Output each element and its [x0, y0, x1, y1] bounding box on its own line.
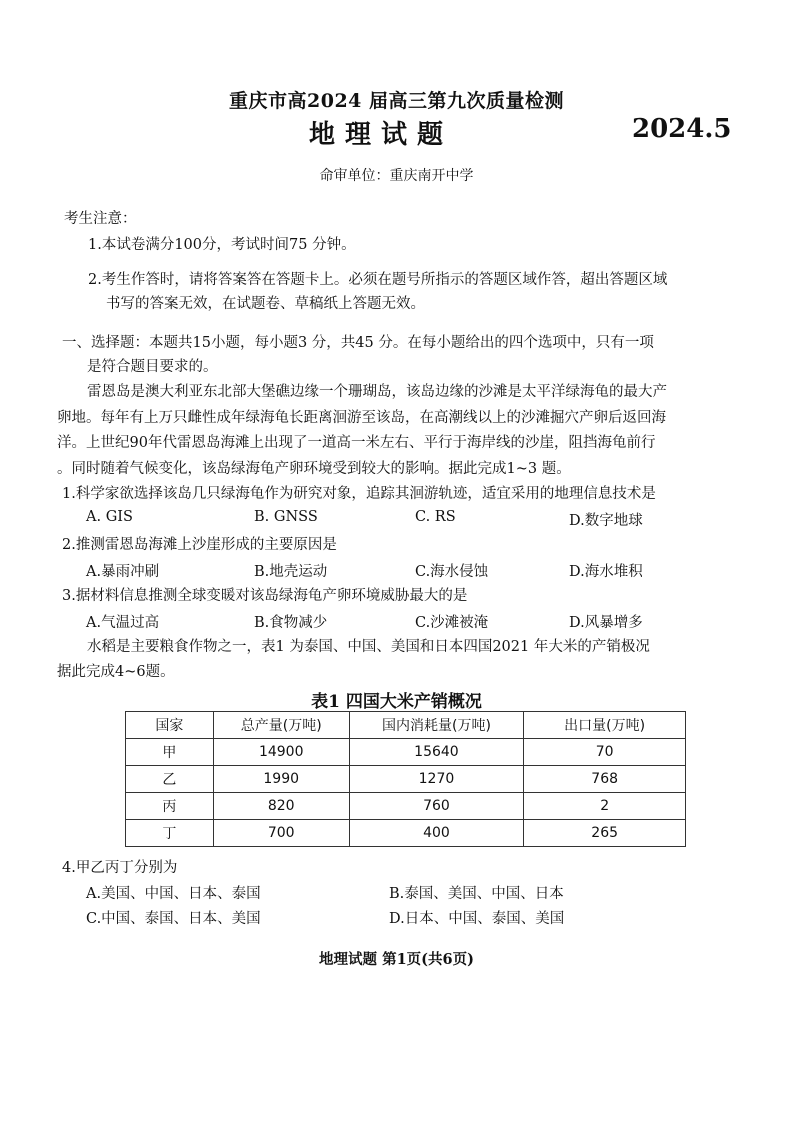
table-cell: 768 [524, 766, 686, 793]
exam-subject-title: 地理试题 [309, 120, 454, 150]
question-1-option-b: B. GNSS [254, 509, 318, 525]
table-row [126, 820, 686, 847]
section-heading-line2: 是符合题目要求的。 [87, 359, 218, 375]
table-cell: 400 [349, 820, 524, 847]
question-4-option-d: D.日本、中国、泰国、美国 [389, 911, 565, 927]
table-row [126, 766, 686, 793]
table-cell: 1990 [213, 766, 349, 793]
table-cell: 2 [524, 793, 686, 820]
table-cell: 1270 [349, 766, 524, 793]
table-header-cell: 国内消耗量(万吨) [349, 712, 524, 739]
passage1-line4: 。同时随着气候变化，该岛绿海龟产卵环境受到较大的影响。据此完成1~3 题。 [57, 461, 571, 477]
table-header-cell: 总产量(万吨) [213, 712, 349, 739]
table-header-cell: 出口量(万吨) [524, 712, 686, 739]
notice-item-1: 1.本试卷满分100分，考试时间75 分钟。 [88, 237, 356, 253]
exam-title-line1: 重庆市高2024 届高三第九次质量检测 [229, 90, 564, 112]
question-3-option-a: A.气温过高 [86, 615, 160, 631]
table-cell: 760 [349, 793, 524, 820]
table-header-row [126, 712, 686, 739]
question-4-option-b: B.泰国、美国、中国、日本 [389, 886, 564, 902]
table-cell: 700 [213, 820, 349, 847]
question-4-option-c: C.中国、泰国、日本、美国 [86, 911, 261, 927]
question-3-option-b: B.食物减少 [254, 615, 328, 631]
table-row [126, 739, 686, 766]
page-footer: 地理试题 第1页(共6页) [319, 951, 474, 968]
notice-heading: 考生注意： [64, 211, 137, 227]
question-4-option-a: A.美国、中国、日本、泰国 [86, 886, 261, 902]
table-cell: 820 [213, 793, 349, 820]
question-2-option-b: B.地壳运动 [254, 564, 328, 580]
question-3-option-c: C.沙滩被淹 [415, 615, 489, 631]
question-1-option-a: A. GIS [86, 509, 133, 525]
question-2-stem: 2.推测雷恩岛海滩上沙崖形成的主要原因是 [62, 537, 337, 553]
table-cell: 丙 [126, 793, 214, 820]
passage1-line3: 洋。上世纪90年代雷恩岛海滩上出现了一道高一米左右、平行于海岸线的沙崖，阻挡海龟前行 [57, 435, 656, 451]
passage1-line2: 卵地。每年有上万只雌性成年绿海龟长距离洄游至该岛，在高潮线以上的沙滩掘穴产卵后返回海 [57, 410, 666, 426]
rice-production-table [125, 711, 686, 847]
table-cell: 265 [524, 820, 686, 847]
exam-date: 2024.5 [632, 114, 732, 144]
table-row [126, 793, 686, 820]
question-3-stem: 3.据材料信息推测全球变暖对该岛绿海龟产卵环境威胁最大的是 [62, 588, 468, 604]
table-cell: 丁 [126, 820, 214, 847]
notice-item-2-line1: 2.考生作答时，请将答案答在答题卡上。必须在题号所指示的答题区域作答，超出答题区域 [88, 272, 668, 288]
table-cell: 14900 [213, 739, 349, 766]
exam-unit: 命审单位：重庆南开中学 [319, 168, 474, 184]
table-header-cell: 国家 [126, 712, 214, 739]
passage2-line1: 水稻是主要粮食作物之一，表1 为泰国、中国、美国和日本四国2021 年大米的产销极况 [87, 639, 650, 655]
table-cell: 乙 [126, 766, 214, 793]
table-cell: 15640 [349, 739, 524, 766]
question-1-stem: 1.科学家欲选择该岛几只绿海龟作为研究对象，追踪其洄游轨迹，适宜采用的地理信息技术是 [62, 486, 656, 502]
question-2-option-d: D.海水堆积 [569, 564, 643, 580]
question-2-option-a: A.暴雨冲刷 [86, 564, 160, 580]
question-1-option-d: D.数字地球 [569, 513, 643, 529]
question-1-option-c: C. RS [415, 509, 456, 525]
table-title: 表1 四国大米产销概况 [311, 692, 482, 712]
passage2-line2: 据此完成4~6题。 [57, 664, 175, 680]
notice-item-2-line2: 书写的答案无效，在试题卷、草稿纸上答题无效。 [106, 296, 425, 312]
section-heading-line1: 一、选择题：本题共15小题，每小题3 分，共45 分。在每小题给出的四个选项中，只有一项 [62, 335, 654, 351]
table-cell: 70 [524, 739, 686, 766]
question-2-option-c: C.海水侵蚀 [415, 564, 489, 580]
question-3-option-d: D.风暴增多 [569, 615, 643, 631]
table-cell: 甲 [126, 739, 214, 766]
passage1-line1: 雷恩岛是澳大利亚东北部大堡礁边缘一个珊瑚岛，该岛边缘的沙滩是太平洋绿海龟的最大产 [87, 384, 667, 400]
question-4-stem: 4.甲乙丙丁分别为 [62, 860, 178, 876]
